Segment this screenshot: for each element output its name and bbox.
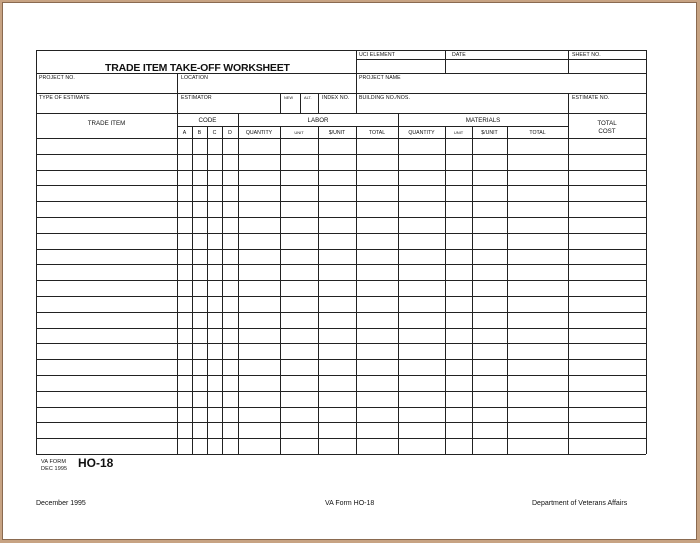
labor-per-unit-header: $/UNIT	[328, 130, 346, 136]
total-header: TOTAL	[597, 120, 617, 127]
estimator-label: ESTIMATOR	[181, 95, 212, 101]
footer-form: VA Form HO-18	[325, 500, 375, 507]
form-title: TRADE ITEM TAKE-OFF WORKSHEET	[105, 62, 290, 74]
table-row	[36, 296, 646, 297]
table-row	[36, 280, 646, 281]
labor-total-header: TOTAL	[368, 130, 386, 136]
footer-department: Department of Veterans Affairs	[532, 500, 628, 507]
code-header: CODE	[198, 117, 217, 124]
table-row	[36, 328, 646, 329]
table-row	[36, 312, 646, 313]
footer-date: December 1995	[36, 500, 86, 507]
type-of-estimate-label: TYPE OF ESTIMATE	[39, 95, 90, 101]
table-row	[36, 154, 646, 155]
sheet-no-label: SHEET NO.	[572, 52, 601, 58]
labor-unit-header: UNIT	[294, 130, 304, 135]
uci-element-label: UCI ELEMENT	[359, 52, 395, 58]
labor-quantity-header: QUANTITY	[245, 130, 273, 136]
building-nos-label: BUILDING NO./NOS.	[359, 95, 410, 101]
estimate-no-label: ESTIMATE NO.	[572, 95, 610, 101]
table-row	[36, 391, 646, 392]
materials-header: MATERIALS	[465, 117, 501, 124]
code-d-header: D	[228, 130, 232, 136]
table-row	[36, 170, 646, 171]
table-row	[36, 375, 646, 376]
table-row	[36, 343, 646, 344]
materials-per-unit-header: $/UNIT	[481, 130, 498, 136]
table-row	[36, 185, 646, 186]
table-row	[36, 201, 646, 202]
form-date-label: DEC 1995	[41, 466, 68, 472]
table-row	[36, 407, 646, 408]
trade-item-header: TRADE ITEM	[87, 120, 126, 127]
date-label: DATE	[452, 52, 466, 58]
alt-label: ALT.	[304, 96, 312, 100]
index-no-label: INDEX NO.	[322, 95, 350, 101]
materials-quantity-header: QUANTITY	[408, 130, 435, 136]
table-row	[36, 217, 646, 218]
code-c-header: C	[212, 130, 217, 136]
va-form-label: VA FORM	[41, 459, 67, 465]
table-row	[36, 438, 646, 439]
materials-unit-header: UNIT	[453, 130, 464, 135]
materials-total-header: TOTAL	[529, 130, 546, 136]
table-row	[36, 422, 646, 423]
labor-header: LABOR	[307, 117, 329, 124]
code-a-header: A	[182, 130, 187, 136]
table-row	[36, 264, 646, 265]
project-name-label: PROJECT NAME	[359, 75, 401, 81]
table-row	[36, 359, 646, 360]
code-b-header: B	[197, 130, 202, 136]
location-label: LOCATION	[181, 75, 208, 81]
new-label: NEW	[284, 96, 294, 100]
table-row	[36, 233, 646, 234]
form-number: HO-18	[78, 456, 114, 470]
table-row	[36, 249, 646, 250]
project-no-label: PROJECT NO.	[39, 75, 75, 81]
cost-header: COST	[598, 128, 616, 135]
